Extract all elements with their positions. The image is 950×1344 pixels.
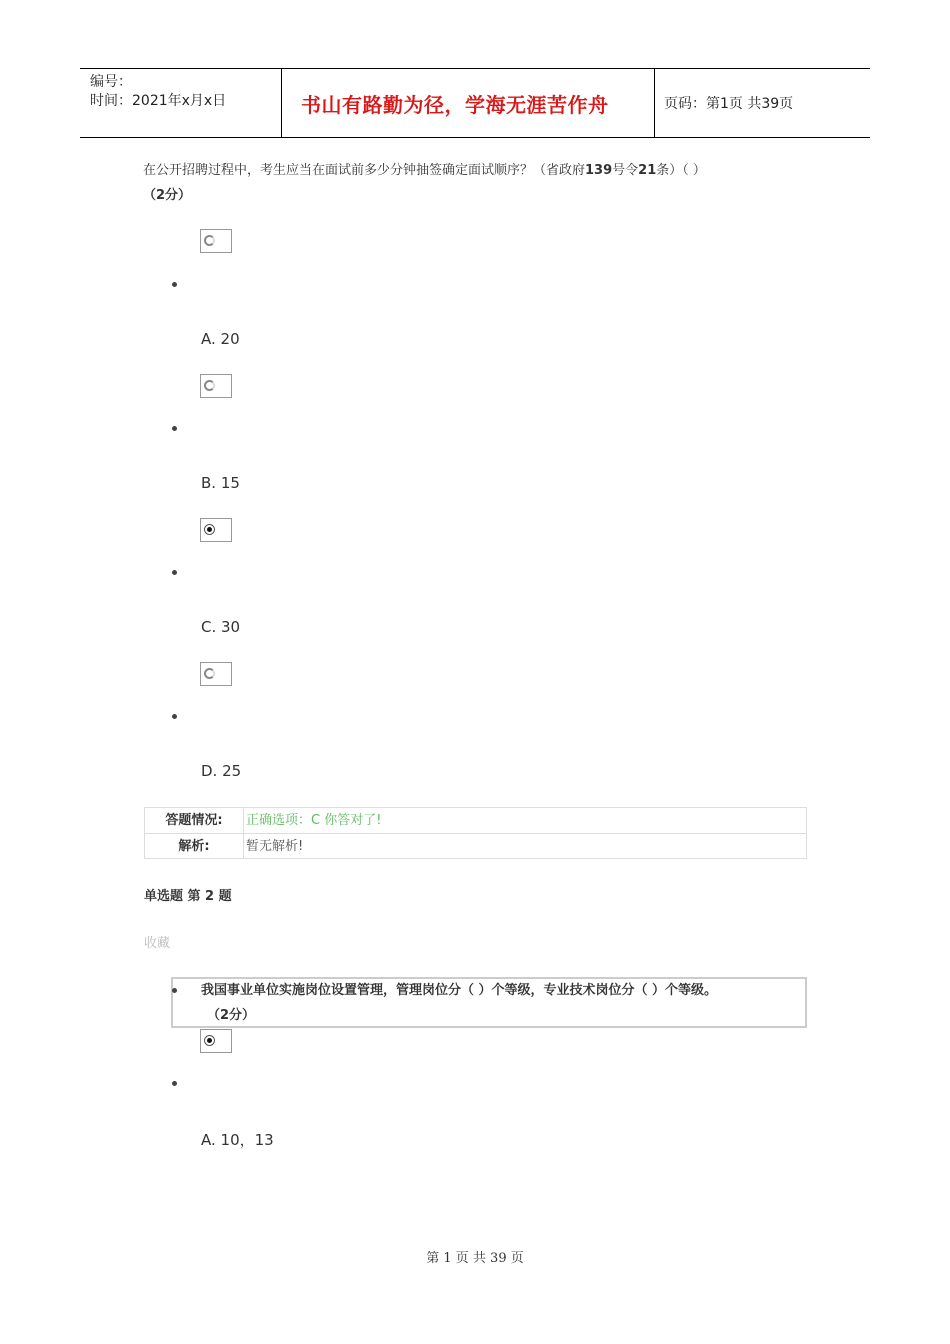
answer-analysis-row xyxy=(145,834,806,859)
answer-analysis-value: 暂无解析! xyxy=(246,839,304,854)
header-motto: 书山有路勤为径，学海无涯苦作舟 xyxy=(301,93,609,117)
radio-checked-icon xyxy=(204,1035,215,1046)
favorite-link[interactable]: 收藏 xyxy=(144,936,171,951)
answer-status-label: 答题情况: xyxy=(145,808,244,833)
question-2-score: （2分） xyxy=(207,1008,256,1023)
number-label: 编号： xyxy=(90,74,132,90)
answer-status-row xyxy=(145,808,806,834)
radio-icon xyxy=(204,668,215,679)
bullet-icon xyxy=(172,426,177,431)
question-2-heading: 单选题 第 2 题 xyxy=(144,889,232,904)
question-1-text xyxy=(143,158,803,208)
option-a-label: A. 20 xyxy=(201,330,240,348)
option-c-label: C. 30 xyxy=(201,618,241,636)
q2-option-a-radio[interactable] xyxy=(200,1029,232,1053)
answer-status-value: 正确选项：C 你答对了! xyxy=(246,813,382,828)
answer-table xyxy=(144,807,807,859)
option-d-radio[interactable] xyxy=(200,662,232,686)
bullet-icon xyxy=(172,570,177,575)
header-page-info: 页码：第1页 共39页 xyxy=(664,96,794,112)
option-a-radio[interactable] xyxy=(200,229,232,253)
header-meta xyxy=(90,73,226,111)
question-1-score: （2分） xyxy=(143,188,192,203)
question-text-part: 我国事业单位实施岗位设置管理，管理岗位分（ ）个等级，专业技术岗位分（ ）个等级。 xyxy=(201,983,718,998)
question-text-part: 139 xyxy=(585,163,613,178)
question-text-part: 在公开招聘过程中，考生应当在面试前多少分钟抽签确定面试顺序？（省政府 xyxy=(143,163,586,178)
page-footer: 第 1 页 共 39 页 xyxy=(426,1251,524,1266)
option-c-radio[interactable] xyxy=(200,518,232,542)
document-header xyxy=(80,68,870,138)
question-2-text xyxy=(201,978,801,1028)
bullet-icon xyxy=(172,988,177,993)
question-text-part: 条）（ ） xyxy=(656,163,706,178)
bullet-icon xyxy=(172,282,177,287)
answer-analysis-label: 解析: xyxy=(145,834,244,859)
bullet-icon xyxy=(172,714,177,719)
q2-option-a-label: A. 10，13 xyxy=(201,1131,274,1149)
option-b-radio[interactable] xyxy=(200,374,232,398)
radio-checked-icon xyxy=(204,524,215,535)
header-divider xyxy=(654,69,655,137)
option-d-label: D. 25 xyxy=(201,762,242,780)
question-text-part: 号令 xyxy=(612,163,639,178)
bullet-icon xyxy=(172,1081,177,1086)
radio-icon xyxy=(204,380,215,391)
radio-icon xyxy=(204,235,215,246)
question-text-part: 21 xyxy=(638,163,657,178)
time-label: 时间：2021年x月x日 xyxy=(90,93,227,109)
option-b-label: B. 15 xyxy=(201,474,240,492)
header-divider xyxy=(281,69,282,137)
